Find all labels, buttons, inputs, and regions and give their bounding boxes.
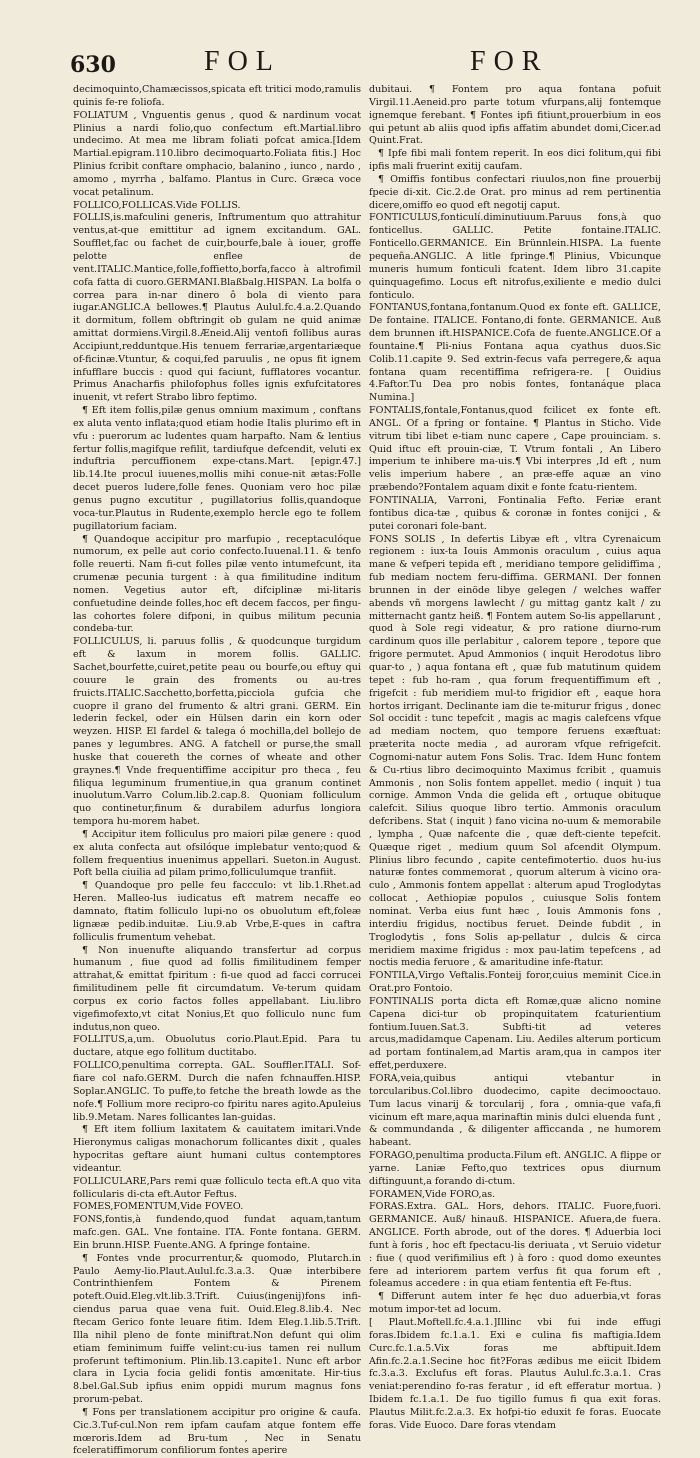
entry-paragraph: decimoquinto,Chamæcissos,spicata eft tritici modo,ramulis quinis fe-re foliofa. [73,84,361,108]
entry-paragraph: FOLLICO,FOLLICAS.Vide FOLLIS. [73,199,241,211]
entry-paragraph: ¶ Non inuenufte aliquando transfertur ad corpus humanum , fiue quod ad follis fimilitudinem femper attrahat,& emittat fpiritum : fi-ue quod ad facci corrucei fimilitudinem pelle fit circumdatum. Ve-terum quidam corpus ex corio factos folles appellabant. Liu.libro vigefimofexto,vt citat Nonius,Et quo folliculo nunc fum indutus,non queo. [73,944,361,1033]
entry-paragraph: ¶ Ipfe fibi mali fontem reperit. In eos dici folitum,qui fibi ipfis mali fruerint exitij caufam. [369,148,661,173]
entry-paragraph: FONS,fontis,à fundendo,quod fundat aquam,tantum mafc.gen. GAL. Vne fontaine. ITA. Fonte fontana. GERM. Ein brunn.HISP. Fuente.ANG. A fpringe fontaine. [73,1214,361,1251]
entry-paragraph: FONTINALIA, Varroni, Fontinalia Fefto. Feriæ erant fontibus dica-tæ , quibus & coronæ in fontes conijci , & putei coronari fole-bant. [369,495,661,532]
entry-paragraph: FORAMEN,Vide FORO,as. [369,1188,496,1200]
page-number: 630 [70,52,116,78]
entry-paragraph: FORA,veia,quibus antiqui vtebantur in torcularibus.Col.libro duodecimo, capite decimooctauo. Tum lacus vinarij & torcularij , fora , omnia-que vafa,fi vicinum eft mare,aqua marinaftin minis dulci eluenda funt , & commundanda , & diligenter afficcanda , ne humorem habeant. [369,1072,661,1149]
entry-paragraph: FORAS.Extra. GAL. Hors, dehors. ITALIC. Fuore,fuori. GERMANICE. Auß/ hinauß. HISPANICE. Afuera,de fuera. ANGLICE. Forth abrode, out of the dores. ¶ Aduerbia loci funt à foris , hoc eft fpectacu-lis deriuata , vt Seruio videtur : fiue ( quod verifimilius eft ) à foro : quod domo exeuntes fere ad interiorem partem verfus fit qua forum eft , foleamus accedere : in qua etiam fententia eft Fe-ftus. [369,1201,661,1290]
entry-paragraph: ¶ Eft item follium laxitatem & cauitatem imitari.Vnde Hieronymus caligas monachorum follicantes dixit , quales hypocritas geftare aiunt humani cultus contemptores videantur. [73,1124,361,1174]
entry-paragraph: ¶ Differunt autem inter fe hęc duo aduerbia,vt foras motum impor-tet ad locum. [369,1291,661,1316]
page-header [0,46,700,86]
entry-paragraph: FONTICULUS,fonticulí.diminutiuum.Paruus fons,à quo fonticellus. GALLIC. Petite fontaine.ITALIC. Fonticello.GERMANICE. Ein Brünnlein.HISPA. La fuente pequeña.ANGLIC. A litle fpringe.¶ Plinius, Vbicunque muneris humum fonticuli fcatent. Idem libro 31.capite quinquagefimo. Locus eft nitrofus,exiliente e medio dulci fonticulo. [369,212,661,301]
entry-paragraph: FOLLITUS,a,um. Obuolutus corio.Plaut.Epid. Para tu ductare, atque ego follitum ductitabo. [73,1034,361,1059]
entry-paragraph: FORAGO,penultima producta.Filum eft. ANGLIC. A flippe or yarne. Laniæ Fefto,quo textrices opus diurnum diftinguunt,a forando di-ctum. [369,1150,661,1187]
running-head-left: FOL [204,46,281,77]
entry-paragraph: ¶ Eft item follis,pilæ genus omnium maximum , conftans ex aluta vento inflata;quod etiam hodie Italis plurimo eft in vfu : puerorum ac ludentes quam harpafto. Nam & lentius fertur follis,magifque refilit, tardiufque defcendit, veluti ex induftria percuffionem expe-ctans.Mart. [epigr.47.] lib.14.Ite procul iuuenes,mollis mihi conue-nit ætas:Folle decet pueros ludere,folle fenes. Quoniam vero hoc pilæ genus pugno excutitur , pugillatorius follis,quandoque voca-tur.Plautus in Rudente,exemplo hercle ego te follem pugillatorium faciam. [73,405,361,532]
entry-paragraph: ¶ Quandoque pro pelle feu faccculo: vt lib.1.Rhet.ad Heren. Malleo-lus iudicatus eft matrem necaffe eo damnato, ftatim folliculo lupi-no os obuolutum eft,foleæ lignææ pedib.induitæ. Liu.9.ab Vrbe,E-ques in caftra folliculis frumentum vehebat. [73,880,361,943]
entry-paragraph: FONTALIS,fontale,Fontanus,quod fcilicet ex fonte eft. ANGL. Of a fpring or fontaine. ¶ Plantus in Sticho. Vide vitrum tibi libet e-tiam nunc capere , Cape prouinciam. s. Quid iftuc eft prouin-ciæ, T. Vtrum fontali , An Libero imperium te inhibere ma-uis.¶ Vbi interpres ,Id eft , num velis imperium habere , an præ-effe aquæ an vino præbendo?Fontalem aquam dixit e fonte fcatu-rientem. [369,405,661,494]
entry-paragraph: FOLIATUM , Vnguentis genus , quod & nardinum vocat Plinius a nardi folio,quo confectum eft.Martial.libro undecimo. At mea me libram foliati pofcat amica.[Idem Martial.epigram.110.libro decimoquarto.Foliata fitis.] Hoc Plinius fcribit conftare omphacio, balanino , iunco , nardo , amomo , myrrha , balfamo. Plantus in Curc. Græca voce vocat petalinum. [73,109,361,198]
entry-paragraph: ¶ Fons per translationem accipitur pro origine & caufa. Cic.3.Tuf-cul.Non rem ipfam caufam atque fontem effe mœroris.Idem ad Bru-tum , Nec in Senatu fceleratiffimorum confiliorum fontes aperire [73,1406,361,1457]
entry-paragraph: ¶ Fontes vnde procurrentur,& quomodo, Plutarch.in Paulo Aemy-lio.Plaut.Aulul.fc.3.a.3. Quæ interbibere Contrinthienfem Fontem & Pirenem poteft.Ouid.Eleg.vlt.lib.3.Trift. Cuius(ingenij)fons infi-ciendus parua quae vena fuit. Ouid.Eleg.8.lib.4. Nec ftecam Gerico fonte leuare fitim. Idem Eleg.1.lib.5.Trift. Illa nihil pleno de fonte miniftrat.Non defunt qui olim etiam feminimum fuiffe velint:cu-ius tamen rei nullum proferunt teftimonium. Plin.lib.13.capite1. Nunc eft arbor clara in Lycia focia gelidi fontis amœnitate. Hir-tius 8.bel.Gal.Sub ipfius enim oppidi murum magnus fons prorum-pebat. [73,1252,361,1406]
entry-paragraph: FONS SOLIS , In defertis Libyæ eft , vltra Cyrenaicum regionem : iux-ta Iouis Ammonis oraculum , cuius aqua mane & vefperi tepida eft , meridiano tempore gelidiffima , fub mediam noctem feru-diffima. GERMANI. Der fonnen brunnen in der einöde libye gelegen / welches waffer abends vñ morgens lawlecht / gu mittag gantz kalt / zu mitternacht gantz heiß. ¶ Fontem autem So-lis appellarunt , quod à Sole regi videatur, & pro ratione diurno-rum cardinum quos ille perlabitur , calorem tepore , tepore que frigore permutet. Apud Ammonios ( inquit Herodotus libro quar-to , ) aqua fontana eft , quæ fub matutinum quidem tepet : fub ho-ram , qua forum frequentiffimum eft , frigefcit : fub meridiem mul-to frigidior eft , eaque hora hortos irrigant. Declinante iam die te-miturur frigus , donec Sol occidit : tunc tepefcit , magis ac magis calefcens vfque ad mediam noctem, quo tempore feruens exæftuat: præterita nocte media , ad auroram vfque refrigefcit. Cognomi-natur autem Fons Solis. Trac. Idem Hunc fontem & Cu-rtius libro decimoquinto Maximus fcribit , quamuis Ammonis , non Solis fontem appellet. medio ( inquit ) tua cornige. Ammon Vnda die gelida eft , ortuque obituque calefcit. Silius quoque libro tertio. Ammonis oraculum defcribens. Stat ( inquit ) fano vicina no-uum & memorabile , lympha , Quæ nafcente die , quæ deft-ciente tepefcit. Quæque riget , medium quum Sol afcendit Olympum. Plinius libro fecundo , capite centefimotertio. duos hu-ius naturæ fontes commemorat , quorum alterum à vicino ora-culo , Ammonis fontem appellat : alterum apud Troglodytas collocat , Aethiopiæ populos , cuiusque Solis fontem nominat. Verba eius funt hæc , Iouis Ammonis fons , interdiu frigidus, noctibus feruet. Deinde fubdit , in Troglodytis , fons Solis ap-pellatur , dulcis & circa meridiem maxime frigidus : mox pau-latim tepefcens , ad noctis media feruore , & amaritudine infe-ftatur. [369,533,661,969]
entry-paragraph: ¶ Quandoque accipitur pro marfupio , receptaculóque numorum, ex pelle aut corio confecto.Iuuenal.11. & tenfo folle reuerti. Nam fi-cut folles pilæ vento intumefcunt, ita crumenæ pecunia turgent : à qua fimilitudine inditum nomen. Vegetius autor eft, difciplinæ mi-litaris confuetudine deinde folles,hoc eft decem faccos, per fingu-las cohortes folere difponi, in quibus militum pecunia condeba-tur. [73,533,361,635]
running-head-right: FOR [470,46,549,77]
right-column [369,84,661,1431]
entry-paragraph: FOMES,FOMENTUM,Vide FOVEO. [73,1201,244,1213]
entry-paragraph: dubitaui. ¶ Fontem pro aqua fontana pofuit Virgil.11.Aeneid.pro parte totum vfurpans,alij fontemque ignemque ferebant. ¶ Fontes ipfi fitiunt,prouerbium in eos qui petunt ab aliis quod ipfis affatim abundet domi,Cicer.ad Quint.Frat. [369,84,661,147]
entry-paragraph: ¶ Omiffis fontibus confectari riuulos,non fine prouerbij fpecie di-xit. Cic.2.de Orat. pro minus ad rem pertinentia dicere,omiffo eo quod eft negotij caput. [369,173,661,211]
entry-paragraph: ¶ Accipitur item folliculus pro maiori pilæ genere : quod ex aluta confecta aut ofsilóque implebatur vento;quod & follem frequentius inuenimus appellari. Sueton.in August. Poft bella ciuilia ad pilam primo,folliculumque tranfiit. [73,828,361,879]
entry-paragraph: [ Plaut.Moftell.fc.4.a.1.]Illinc vbi fui inde effugi foras.Ibidem fc.1.a.1. Exi e culina fis maftigia.Idem Curc.fc.1.a.5.Vix foras me abftipuit.Idem Afin.fc.2.a.1.Secine hoc fit?Foras ædibus me eiicit Ibidem fc.3.a.3. Exclufus eft foras. Plautus Aulul.fc.3.a.1. Cras veniat:perendino fo-ras feratur , id eft efferatur mortua. ) Ibidem fc.1.a.1. De fuo tigillo fumus fi qua exit foras. Plautus Milit.fc.2.a.3. Ex hofpi-tio eduxit fe foras. Euocate foras. Vide Euoco. Dare foras vtendam [369,1317,661,1431]
entry-paragraph: FOLLIS,is.mafculini generis, Inftrumentum quo attrahitur ventus,at-que emittitur ad ignem excitandum. GAL. Soufflet,fac ou fachet de cuir,bourfe,bale à iouer, groffe pelotte enflee de vent.ITALIC.Mantice,folle,foffietto,borfa,facco à altrofimil cofa fatta di cuoro.GERMANI.Blaßbalg.HISPAN. La bolfa o correa para in-nar dinero ô bola di viento para iugar.ANGLIC.A bellowes.¶ Plautus Aulul.fc.4.a.2.Quando it dormitum, follem obftringit ob gulam ne quid animæ amittat dormiens.Virgil.8.Æneid.Alij ventofi follibus auras Accipiunt,redduntque.His tenuem ferrariæ,argentariæque of-ficinæ.Vtuntur, & coqui,fed paruulis , ne opus fit ignem infufflare buccis : quod qui faciunt, fufflatores vocantur. Primus Anacharfis philofophus folles ignis exfufcitatores inuenit, vt refert Strabo libro feptimo. [73,212,361,404]
entry-paragraph: FONTINALIS porta dicta eft Romæ,quæ alicno nomine Capena dici-tur ob propinquitatem fcaturientium fontium.Iuuen.Sat.3. Subfti-tit ad veteres arcus,madidamque Capenam. Liu. Aediles alterum porticum ad portam fontinalem,ad Martis aram,qua in campos iter effet,perduxere. [369,995,661,1072]
entry-paragraph: FOLLICULARE,Pars remi quæ folliculo tecta eft.A quo vita follicularis di-cta eft.Autor Feftus. [73,1175,361,1200]
entry-paragraph: FONTILA,Virgo Veftalis.Fonteij foror,cuius meminit Cice.in Orat.pro Fontoio. [369,970,661,995]
left-column [73,84,361,1457]
entry-paragraph: FOLLICO,penultima correpta. GAL. Souffler.ITALI. Sof-fiare col nafo.GERM. Durch die nafen fchnauffen.HISP. Soplar.ANGLIC. To puffe,to fetche the breath lowde as the nofe.¶ Follium more recipro-co fpiritu nares agito.Apuleius lib.9.Metam. Nares follicantes lan-guidas. [73,1060,361,1123]
entry-paragraph: FOLLICULUS, li. paruus follis , & quodcunque turgidum eft & laxum in morem follis. GALLIC. Sachet,bourfette,cuiret,petite peau ou bourfe,ou eftuy qui couure le grain des froments ou au-tres fruicts.ITALIC.Sacchetto,borfetta,picciola gufcia che cuopre il grano del frumento & altri grani. GERM. Ein lederin feckel, oder ein Hülsen darin ein korn oder weyzen. HISP. El fardel & talega ó mochilla,del bollejo de panes y legumbres. ANG. A fatchell or purse,the small huske that couereth the cornes of wheate and other graynes.¶ Vnde frequentiffime accipitur pro theca , feu filiqua leguminum frumentiue,in qua granum continet inuolutum.Varro Colum.lib.2.cap.8. Quoniam folliculum quo continetur,finum & durabilem adurfus longiora tempora hu-morem habet. [73,636,361,828]
entry-paragraph: FONTANUS,fontana,fontanum.Quod ex fonte eft. GALLICE, De fontaine. ITALICE. Fontano,di fonte. GERMANICE. Auß dem brunnen ift.HISPANICE.Cofa de fuente.ANGLICE.Of a fountaine.¶ Pli-nius Fontana aqua cyathus duos.Sic Colib.11.capite 9. Sed extrin-fecus vafa perregere,& aqua fontana quam recentiffima refrigera-re. [ Ouidius 4.Faftor.Tu Dea pro nobis fontes, fontanáque placa Numina.] [369,302,661,404]
